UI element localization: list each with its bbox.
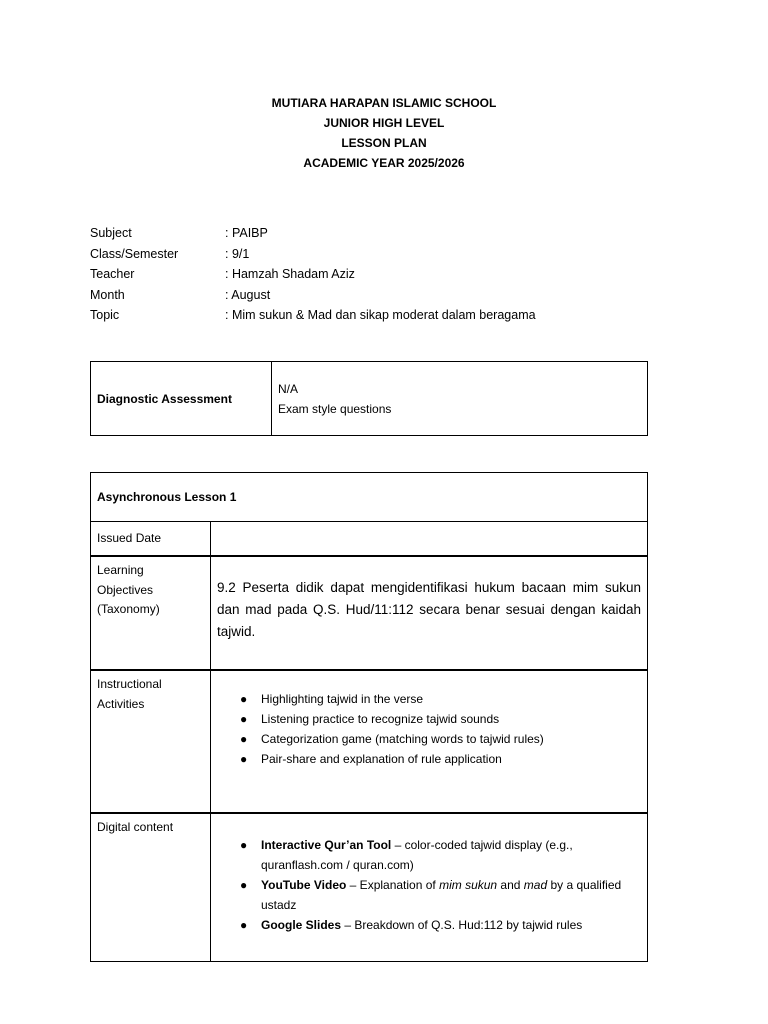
list-item: ● Interactive Qur’an Tool – color-coded tajwid display (e.g., quranflash.com / quran.com)	[217, 835, 641, 875]
info-label: Class/Semester	[90, 246, 179, 261]
resource-name: Google Slides	[261, 918, 342, 932]
instructional-activities-row	[91, 670, 648, 813]
bullet-icon: ●	[240, 838, 248, 852]
digital-content-label: Digital content	[91, 813, 211, 962]
issued-date-value	[211, 522, 648, 557]
resource-name: Interactive Qur’an Tool	[261, 838, 392, 852]
info-row-teacher	[90, 264, 536, 285]
info-row-topic	[90, 305, 536, 326]
info-value: : Hamzah Shadam Aziz	[225, 267, 355, 281]
bullet-icon: ●	[240, 752, 248, 766]
school-level: JUNIOR HIGH LEVEL	[323, 116, 445, 130]
bullet-icon: ●	[240, 732, 248, 746]
learning-objectives-cell	[211, 556, 648, 670]
lesson-table	[90, 472, 648, 962]
label-line: Activities	[97, 696, 145, 711]
info-row-month	[90, 285, 536, 306]
label-line: Objectives	[97, 582, 154, 597]
resource-name: YouTube Video	[261, 878, 347, 892]
info-value: : PAIBP	[225, 226, 268, 240]
document-type: LESSON PLAN	[341, 136, 427, 150]
list-item: ● Pair-share and explanation of rule application	[217, 749, 641, 769]
bullet-icon: ●	[240, 878, 248, 892]
info-value: : Mim sukun & Mad dan sikap moderat dalam beragama	[225, 308, 536, 322]
diagnostic-label: Diagnostic Assessment	[91, 362, 272, 436]
lesson-info	[90, 223, 536, 326]
info-label: Month	[90, 287, 125, 302]
instructional-activities-label	[91, 670, 211, 813]
info-label: Teacher	[90, 267, 135, 281]
info-label: Subject	[90, 226, 132, 240]
academic-year: ACADEMIC YEAR 2025/2026	[303, 156, 465, 170]
instructional-activities-cell	[211, 670, 648, 813]
label-line: (Taxonomy)	[97, 602, 160, 616]
issued-date-label: Issued Date	[91, 522, 211, 557]
diagnostic-value-line: N/A	[278, 381, 299, 396]
bullet-icon: ●	[240, 918, 248, 932]
document-header	[0, 93, 768, 173]
learning-objectives-row	[91, 556, 648, 670]
lesson-title-row	[91, 473, 648, 522]
list-item: ● YouTube Video – Explanation of mim sukun and mad by a qualified ustadz	[217, 875, 641, 915]
school-name: MUTIARA HARAPAN ISLAMIC SCHOOL	[271, 96, 497, 110]
lesson-title: Asynchronous Lesson 1	[91, 473, 648, 522]
diagnostic-value-line: Exam style questions	[278, 401, 392, 416]
diagnostic-table	[90, 361, 648, 436]
info-value: : 9/1	[225, 246, 250, 261]
label-line: Instructional	[97, 677, 162, 691]
diagnostic-value	[272, 362, 648, 436]
bullet-icon: ●	[240, 712, 248, 726]
info-row-class	[90, 244, 536, 265]
list-item: ● Google Slides – Breakdown of Q.S. Hud:112 by tajwid rules	[217, 915, 641, 935]
list-item: ● Categorization game (matching words to tajwid rules)	[217, 729, 641, 749]
info-value: : August	[225, 287, 271, 302]
digital-content-cell	[211, 813, 648, 962]
info-label: Topic	[90, 308, 120, 322]
issued-date-row	[91, 522, 648, 557]
learning-objective-text: 9.2 Peserta didik dapat mengidentifikasi hukum bacaan mim sukun dan mad pada Q.S. Hud/11:112 secara benar sesuai dengan kaidah tajwid.	[217, 580, 641, 639]
learning-objectives-label	[91, 556, 211, 670]
digital-content-list	[217, 835, 641, 935]
digital-content-row	[91, 813, 648, 962]
activities-list	[217, 689, 641, 769]
list-item: ● Listening practice to recognize tajwid sounds	[217, 709, 641, 729]
diagnostic-row	[91, 362, 648, 436]
label-line: Learning	[97, 563, 144, 577]
bullet-icon: ●	[240, 692, 248, 706]
list-item: ● Highlighting tajwid in the verse	[217, 689, 641, 709]
info-row-subject	[90, 223, 536, 244]
